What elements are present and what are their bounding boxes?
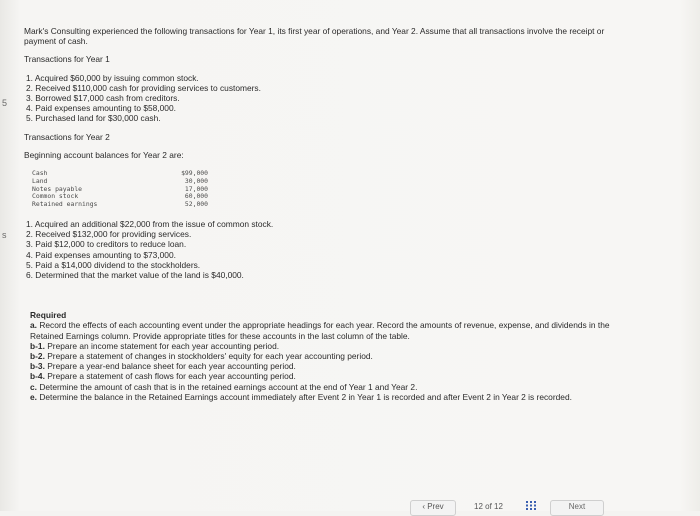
list-item: 3. Borrowed $17,000 cash from creditors. <box>26 93 180 104</box>
list-item: 2. Received $132,000 for providing services. <box>26 229 192 240</box>
balance-account: Notes payable <box>32 184 83 193</box>
required-item-text: Prepare a year-end balance sheet for each year accounting period. <box>47 361 296 372</box>
list-item: 4. Paid expenses amounting to $73,000. <box>26 249 176 260</box>
year2-title: Transactions for Year 2 <box>24 131 110 142</box>
balance-account: Retained earnings <box>32 200 98 209</box>
required-item-label: e. <box>30 391 37 402</box>
list-item: 6. Determined that the market value of the land is $40,000. <box>26 270 244 281</box>
list-item: 5. Paid a $14,000 dividend to the stockholders. <box>26 259 201 270</box>
balance-amount: 30,000 <box>184 176 208 185</box>
question-navigation <box>410 500 700 514</box>
prev-button[interactable] <box>410 500 456 516</box>
edge-mark: 5 <box>2 98 8 108</box>
required-item <box>30 351 620 361</box>
required-item-label: b-4. <box>30 371 45 382</box>
required-item-label: c. <box>30 381 37 392</box>
list-item: 3. Paid $12,000 to creditors to reduce loan. <box>26 239 187 250</box>
required-item <box>30 320 620 340</box>
balance-amount: 60,000 <box>184 192 208 201</box>
list-item: 1. Acquired $60,000 by issuing common stock. <box>26 72 199 83</box>
balance-account: Common stock <box>32 192 79 201</box>
required-item <box>30 341 620 351</box>
balance-amount: 17,000 <box>184 184 208 193</box>
balance-account: Land <box>32 176 48 185</box>
year1-list <box>24 73 624 124</box>
year2-list <box>24 219 624 280</box>
required-item-text: Prepare a statement of cash flows for each year accounting period. <box>47 371 296 382</box>
required-item-text: Determine the amount of cash that is in the retained earnings account at the end of Year 1 and Year 2. <box>39 381 418 392</box>
list-item: 5. Purchased land for $30,000 cash. <box>26 113 161 124</box>
required-item-text: Prepare an income statement for each year accounting period. <box>47 340 280 351</box>
next-button[interactable] <box>550 500 604 516</box>
required-item <box>30 392 620 402</box>
list-item: 1. Acquired an additional $22,000 from the issue of common stock. <box>26 219 274 230</box>
required-item-label: a. <box>30 320 37 331</box>
required-item-text: Record the effects of each accounting event under the appropriate headings for each year. Record the amounts of revenue, expense, and dividends in the Retained Earnings column. Provide appropriate titles for these accounts in the last column of the table. <box>30 320 610 341</box>
required-item <box>30 371 620 381</box>
year1-title: Transactions for Year 1 <box>24 54 110 65</box>
list-item: 2. Received $110,000 cash for providing services to customers. <box>26 82 261 93</box>
prev-label: Prev <box>427 502 444 511</box>
edge-mark: s <box>2 230 7 240</box>
list-item: 4. Paid expenses amounting to $58,000. <box>26 103 176 114</box>
balance-amount: $99,000 <box>181 169 208 178</box>
next-label: Next <box>568 502 586 511</box>
problem-content <box>24 26 624 402</box>
required-item-text: Prepare a statement of changes in stockholders' equity for each year accounting period. <box>47 351 373 362</box>
required-item-label: b-2. <box>30 351 45 362</box>
required-item-label: b-1. <box>30 340 45 351</box>
grid-icon[interactable] <box>526 501 536 510</box>
required-item-text: Determine the balance in the Retained Earnings account immediately after Event 2 in Year 1 is recorded and after Event 2 in Year 2 is recorded. <box>39 391 572 402</box>
balance-account: Cash <box>32 169 48 178</box>
required-item <box>30 361 620 371</box>
required-item <box>30 382 620 392</box>
question-counter: 12 of 12 <box>474 502 503 511</box>
required-section <box>30 310 620 402</box>
required-item-label: b-3. <box>30 361 45 372</box>
required-title: Required <box>30 310 67 321</box>
problem-intro: Mark's Consulting experienced the following transactions for Year 1, its first year of operations, and Year 2. Assume that all transactions involve the receipt or payment of cash. <box>24 26 605 47</box>
beginning-balances-table <box>32 170 624 209</box>
balance-amount: 52,000 <box>184 200 208 209</box>
balances-intro: Beginning account balances for Year 2 are: <box>24 149 184 160</box>
chevron-left-icon: ‹ <box>422 502 425 511</box>
